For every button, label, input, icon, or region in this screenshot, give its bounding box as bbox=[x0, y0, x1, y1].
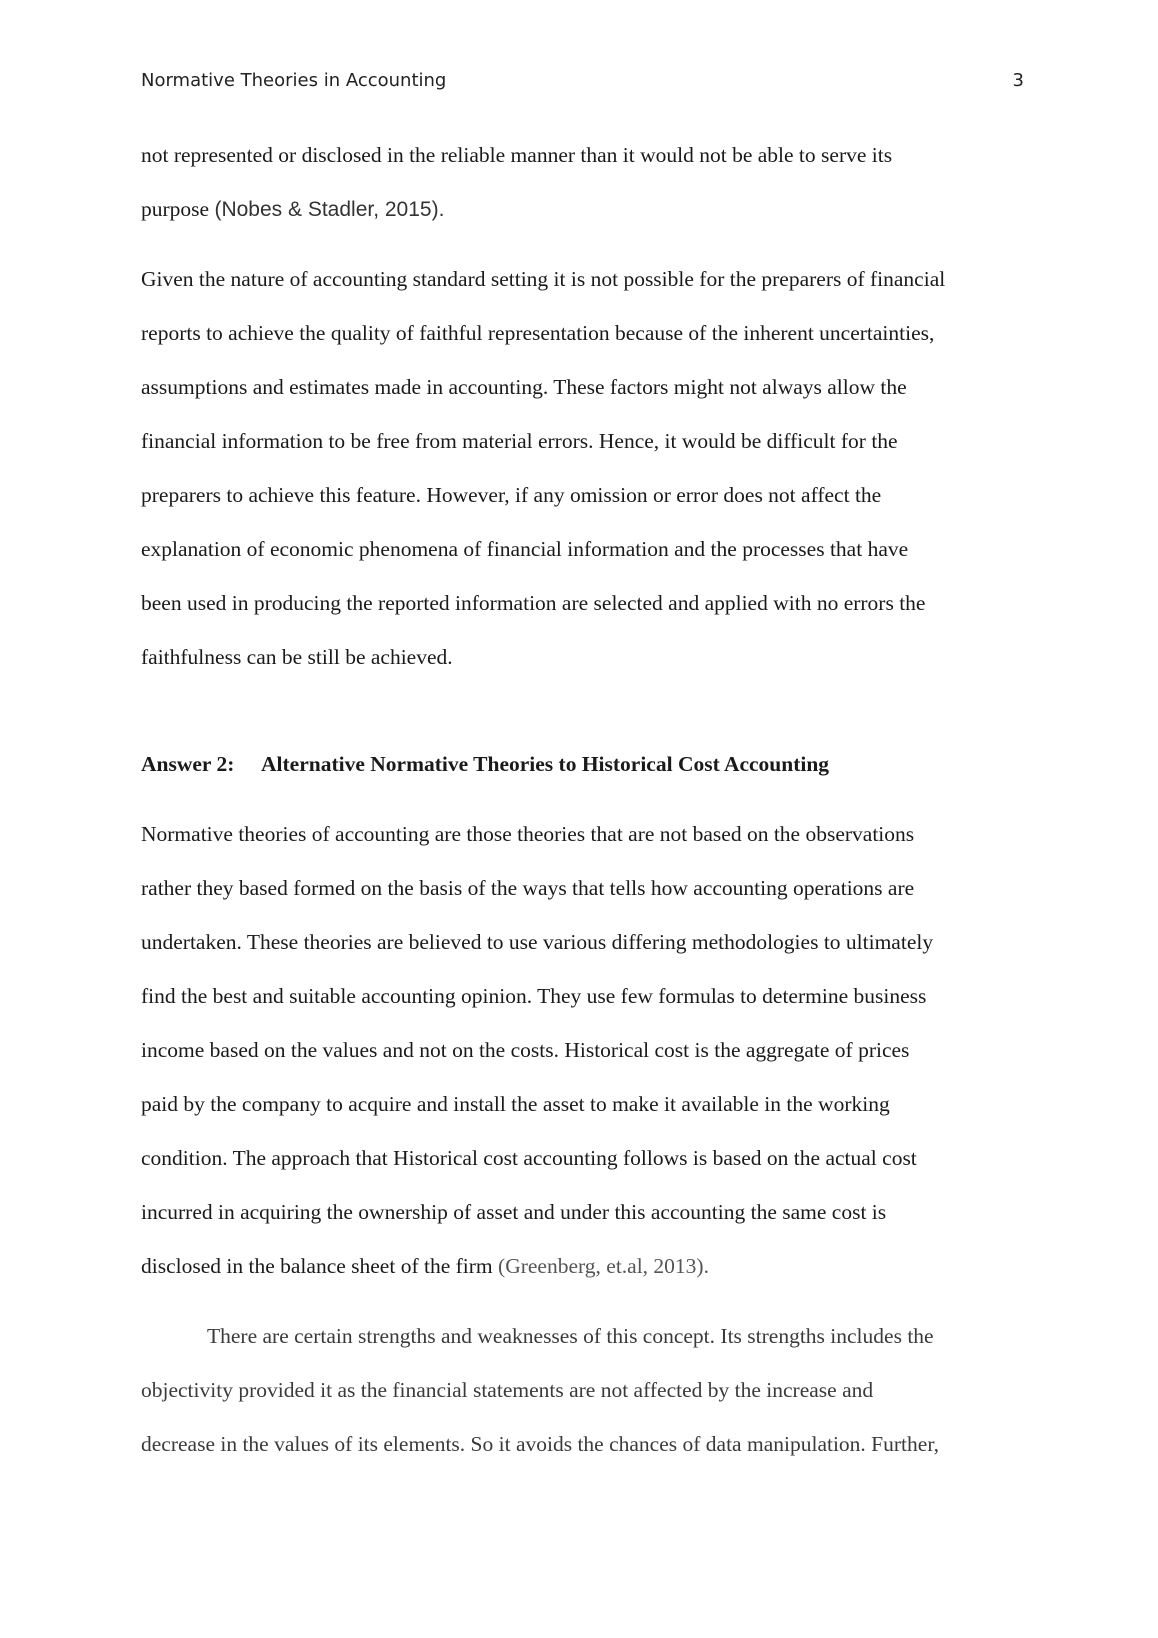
paragraph-line: objectivity provided it as the financial statements are not affected by the increase and bbox=[141, 1378, 874, 1402]
paragraph-line: rather they based formed on the basis of the ways that tells how accounting operations are bbox=[141, 876, 915, 900]
heading-title: Alternative Normative Theories to Historical Cost Accounting bbox=[261, 752, 830, 776]
line-text: disclosed in the balance sheet of the firm bbox=[141, 1254, 499, 1278]
paragraph-line: incurred in acquiring the ownership of asset and under this accounting the same cost is bbox=[141, 1200, 887, 1224]
paragraph-line: find the best and suitable accounting opinion. They use few formulas to determine business bbox=[141, 984, 927, 1008]
paragraph-line: decrease in the values of its elements. So it avoids the chances of data manipulation. Further, bbox=[141, 1432, 939, 1456]
header-title: Normative Theories in Accounting bbox=[141, 70, 447, 91]
paragraph-line: faithfulness can be still be achieved. bbox=[141, 645, 453, 669]
citation: (Greenberg, et.al, 2013). bbox=[498, 1254, 709, 1278]
paragraph-line: preparers to achieve this feature. However, if any omission or error does not affect the bbox=[141, 483, 882, 507]
paragraph-line: income based on the values and not on the costs. Historical cost is the aggregate of prices bbox=[141, 1038, 910, 1062]
page-number: 3 bbox=[1012, 70, 1024, 91]
section-heading bbox=[141, 745, 1031, 799]
citation: (Nobes & Stadler, 2015). bbox=[214, 198, 445, 221]
running-header bbox=[141, 70, 1024, 96]
paragraph-line: Normative theories of accounting are those theories that are not based on the observations bbox=[141, 822, 915, 846]
paragraph-1 bbox=[141, 136, 1031, 244]
paragraph-4 bbox=[141, 1317, 1031, 1479]
paragraph-line: assumptions and estimates made in accounting. These factors might not always allow the bbox=[141, 375, 907, 399]
paragraph-line: explanation of economic phenomena of financial information and the processes that have bbox=[141, 537, 909, 561]
paragraph-line bbox=[141, 1247, 1031, 1301]
heading-number: Answer 2: bbox=[141, 752, 235, 776]
paragraph-line: Given the nature of accounting standard setting it is not possible for the preparers of financial bbox=[141, 267, 946, 291]
document-body bbox=[141, 136, 1031, 1479]
paragraph-line: been used in producing the reported information are selected and applied with no errors the bbox=[141, 591, 926, 615]
paragraph-line: reports to achieve the quality of faithful representation because of the inherent uncertainties, bbox=[141, 321, 935, 345]
paragraph-line: not represented or disclosed in the reliable manner than it would not be able to serve its bbox=[141, 143, 893, 167]
paragraph-line: financial information to be free from material errors. Hence, it would be difficult for the bbox=[141, 429, 898, 453]
paragraph-3 bbox=[141, 815, 1031, 1301]
paragraph-line: There are certain strengths and weaknesses of this concept. Its strengths includes the bbox=[207, 1324, 934, 1348]
paragraph-line: paid by the company to acquire and install the asset to make it available in the working bbox=[141, 1092, 890, 1116]
paragraph-2 bbox=[141, 260, 1031, 692]
paragraph-line bbox=[141, 190, 1031, 244]
paragraph-line: condition. The approach that Historical cost accounting follows is based on the actual cost bbox=[141, 1146, 917, 1170]
paragraph-line: undertaken. These theories are believed to use various differing methodologies to ultimately bbox=[141, 930, 934, 954]
line-text: purpose bbox=[141, 197, 215, 221]
